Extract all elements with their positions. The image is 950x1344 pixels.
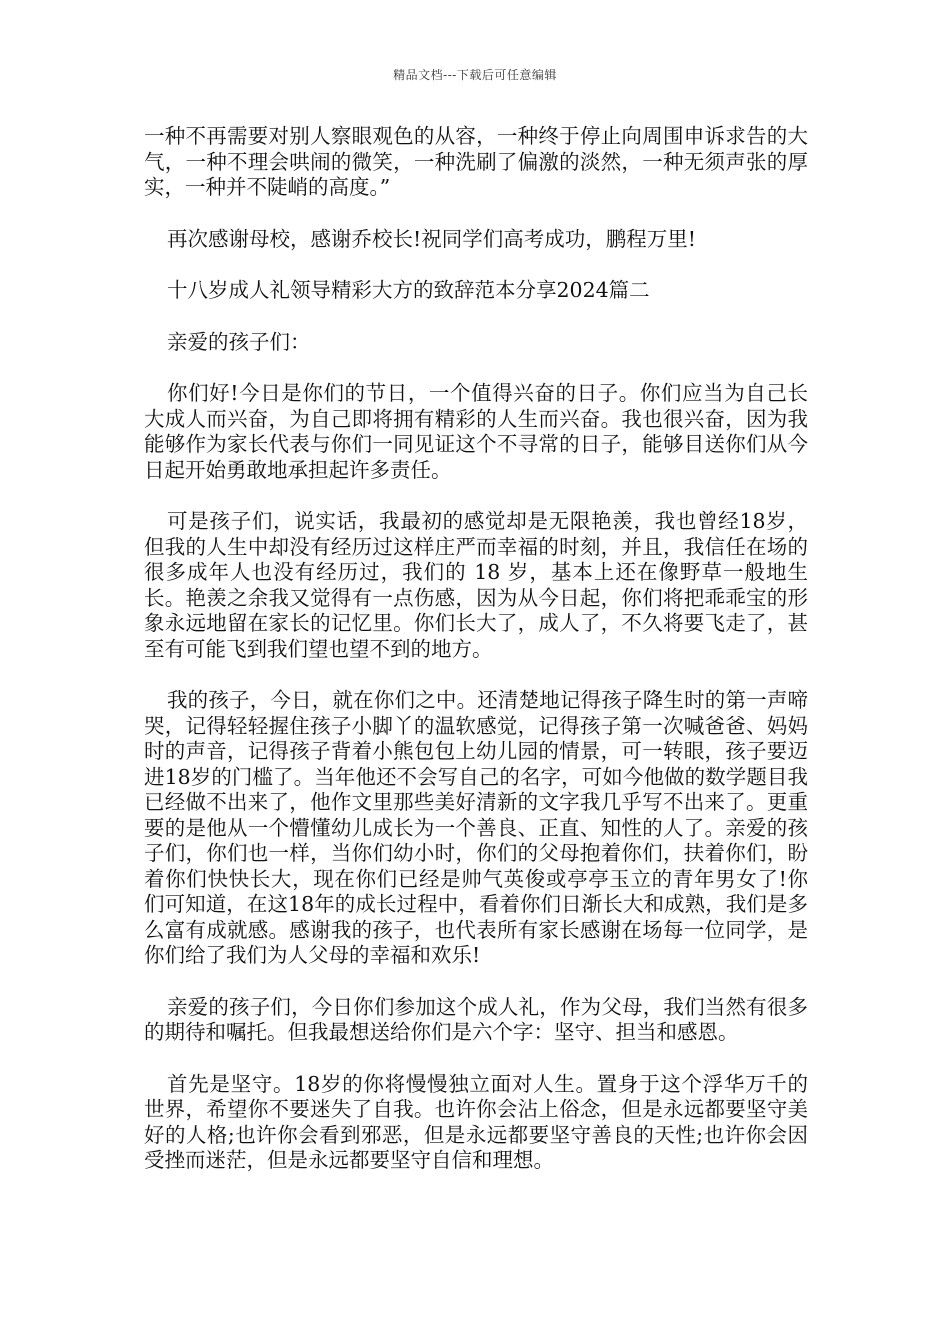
document-body [144, 124, 808, 1200]
paragraph-memories: 我的孩子，今日，就在你们之中。还清楚地记得孩子降生时的第一声啼哭，记得轻轻握住孩子小脚丫的温软感觉，记得孩子第一次喊爸爸、妈妈时的声音，记得孩子背着小熊包包上幼儿园的情景，可一转眼，孩子要迈进18岁的门槛了。当年他还不会写自己的名字，可如今他做的数学题目我已经做不出来了，他作文里那些美好清新的文字我几乎写不出来了。更重要的是他从一个懵懂幼儿成长为一个善良、正直、知性的人了。亲爱的孩子们，你们也一样，当你们幼小时，你们的父母抱着你们，扶着你们，盼着你们快快长大，现在你们已经是帅气英俊或亭亭玉立的青年男女了!你们可知道，在这18年的成长过程中，看着你们日渐长大和成熟，我们是多么富有成就感。感谢我的孩子，也代表所有家长感谢在场每一位同学，是你们给了我们为人父母的幸福和欢乐! [144, 688, 808, 967]
paragraph-continuation: 一种不再需要对别人察眼观色的从容，一种终于停止向周围申诉求告的大气，一种不理会哄闹的微笑，一种洗刷了偏激的淡然，一种无须声张的厚实，一种并不陡峭的高度。” [144, 124, 808, 199]
paragraph-expectations: 亲爱的孩子们，今日你们参加这个成人礼，作为父母，我们当然有很多的期待和嘱托。但我最想送给你们是六个字：坚守、担当和感恩。 [144, 994, 808, 1044]
paragraph-persistence: 首先是坚守。18岁的你将慢慢独立面对人生。置身于这个浮华万千的世界，希望你不要迷失了自我。也许你会沾上俗念，但是永远都要坚守美好的人格;也许你会看到邪恶，但是永远都要坚守善良的天性;也许你会因受挫而迷茫，但是永远都要坚守自信和理想。 [144, 1071, 808, 1172]
paragraph-feelings: 可是孩子们，说实话，我最初的感觉却是无限艳羡，我也曾经18岁，但我的人生中却没有经历过这样庄严而幸福的时刻，并且，我信任在场的很多成年人也没有经历过，我们的 18 岁，基本上还在像野草一般地生长。艳羡之余我又觉得有一点伤感，因为从今日起，你们将把乖乖宝的形象永远地留在家长的记忆里。你们长大了，成人了，不久将要飞走了，甚至有可能飞到我们望也望不到的地方。 [144, 509, 808, 661]
salutation: 亲爱的孩子们： [167, 329, 311, 354]
paragraph-thanks: 再次感谢母校，感谢乔校长!祝同学们高考成功，鹏程万里! [167, 226, 696, 251]
paragraph-greeting: 你们好!今日是你们的节日，一个值得兴奋的日子。你们应当为自己长大成人而兴奋，为自己即将拥有精彩的人生而兴奋。我也很兴奋，因为我能够作为家长代表与你们一同见证这个不寻常的日子，能够目送你们从今日起开始勇敢地承担起许多责任。 [144, 381, 808, 482]
page-header: 精品文档---下载后可任意编辑 [393, 68, 557, 82]
section-title: 十八岁成人礼领导精彩大方的致辞范本分享2024篇二 [167, 278, 650, 302]
